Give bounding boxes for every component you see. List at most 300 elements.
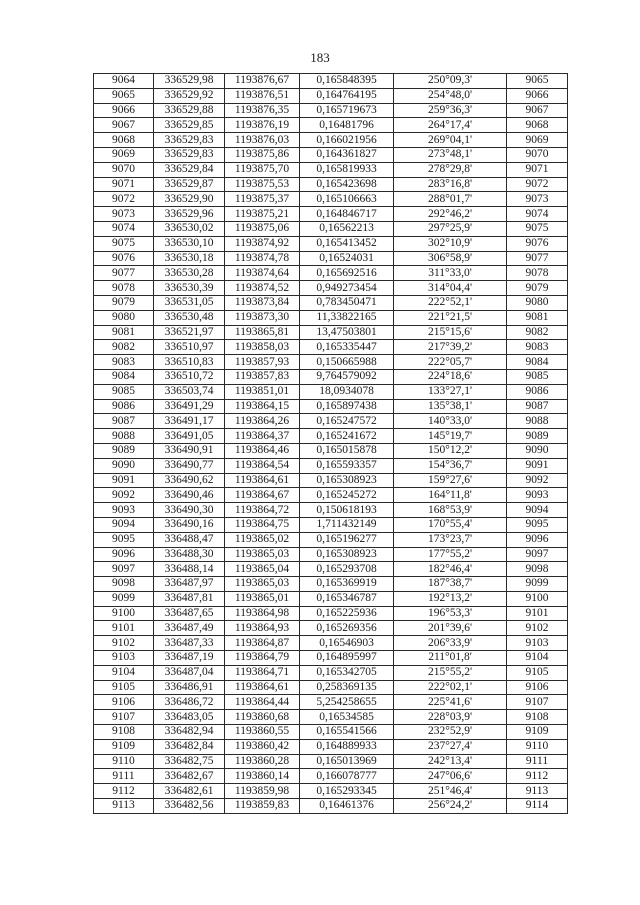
table-row [94,88,568,103]
y-coordinate-cell: 1193865,02 [225,532,300,547]
point-to-cell: 9099 [507,577,568,592]
table-row [94,591,568,606]
y-coordinate-cell: 1193860,55 [225,725,300,740]
distance-cell: 0,165369919 [300,577,394,592]
table-row [94,651,568,666]
bearing-cell: 247°06,6' [394,769,507,784]
page-number: 183 [310,50,330,65]
bearing-cell: 225°41,6' [394,695,507,710]
table-row [94,236,568,251]
point-to-cell: 9108 [507,710,568,725]
point-from-cell: 9078 [94,281,154,296]
point-to-cell: 9094 [507,503,568,518]
distance-cell: 0,165541566 [300,725,394,740]
bearing-cell: 222°02,1' [394,680,507,695]
bearing-cell: 222°52,1' [394,295,507,310]
point-from-cell: 9081 [94,325,154,340]
table-row [94,680,568,695]
point-from-cell: 9096 [94,547,154,562]
table-row [94,695,568,710]
y-coordinate-cell: 1193865,03 [225,547,300,562]
point-to-cell: 9098 [507,562,568,577]
point-to-cell: 9106 [507,680,568,695]
table-row [94,443,568,458]
table-row [94,488,568,503]
x-coordinate-cell: 336482,61 [154,784,225,799]
table-row [94,710,568,725]
distance-cell: 0,150665988 [300,355,394,370]
bearing-cell: 140°33,0' [394,414,507,429]
x-coordinate-cell: 336487,65 [154,606,225,621]
y-coordinate-cell: 1193876,03 [225,133,300,148]
point-from-cell: 9082 [94,340,154,355]
table-row [94,458,568,473]
table-row [94,636,568,651]
table-row [94,177,568,192]
y-coordinate-cell: 1193865,81 [225,325,300,340]
point-to-cell: 9086 [507,384,568,399]
distance-cell: 0,165413452 [300,236,394,251]
bearing-cell: 250°09,3' [394,74,507,89]
y-coordinate-cell: 1193864,26 [225,414,300,429]
x-coordinate-cell: 336490,46 [154,488,225,503]
x-coordinate-cell: 336530,48 [154,310,225,325]
x-coordinate-cell: 336490,16 [154,517,225,532]
bearing-cell: 297°25,9' [394,221,507,236]
distance-cell: 0,783450471 [300,295,394,310]
bearing-cell: 222°05,7' [394,355,507,370]
y-coordinate-cell: 1193874,92 [225,236,300,251]
y-coordinate-cell: 1193874,64 [225,266,300,281]
point-from-cell: 9107 [94,710,154,725]
distance-cell: 0,165346787 [300,591,394,606]
point-to-cell: 9084 [507,355,568,370]
distance-cell: 0,164361827 [300,147,394,162]
point-from-cell: 9108 [94,725,154,740]
y-coordinate-cell: 1193864,79 [225,651,300,666]
table-row [94,147,568,162]
y-coordinate-cell: 1193875,21 [225,207,300,222]
bearing-cell: 168°53,9' [394,503,507,518]
x-coordinate-cell: 336531,05 [154,295,225,310]
table-row [94,562,568,577]
y-coordinate-cell: 1193875,37 [225,192,300,207]
x-coordinate-cell: 336487,19 [154,651,225,666]
bearing-cell: 311°33,0' [394,266,507,281]
point-to-cell: 9102 [507,621,568,636]
y-coordinate-cell: 1193864,87 [225,636,300,651]
bearing-cell: 224°18,6' [394,369,507,384]
x-coordinate-cell: 336529,84 [154,162,225,177]
point-from-cell: 9097 [94,562,154,577]
point-to-cell: 9105 [507,665,568,680]
table-row [94,221,568,236]
distance-cell: 0,165269356 [300,621,394,636]
point-to-cell: 9093 [507,488,568,503]
table-row [94,577,568,592]
point-from-cell: 9080 [94,310,154,325]
y-coordinate-cell: 1193851,01 [225,384,300,399]
y-coordinate-cell: 1193860,28 [225,754,300,769]
point-to-cell: 9075 [507,221,568,236]
distance-cell: 0,165423698 [300,177,394,192]
x-coordinate-cell: 336487,49 [154,621,225,636]
distance-cell: 0,164764195 [300,88,394,103]
y-coordinate-cell: 1193859,83 [225,799,300,814]
point-to-cell: 9107 [507,695,568,710]
point-from-cell: 9104 [94,665,154,680]
point-to-cell: 9081 [507,310,568,325]
point-from-cell: 9106 [94,695,154,710]
bearing-cell: 150°12,2' [394,443,507,458]
y-coordinate-cell: 1193875,53 [225,177,300,192]
x-coordinate-cell: 336482,84 [154,739,225,754]
point-to-cell: 9066 [507,88,568,103]
table-row [94,473,568,488]
table-row [94,325,568,340]
bearing-cell: 278°29,8' [394,162,507,177]
x-coordinate-cell: 336490,62 [154,473,225,488]
x-coordinate-cell: 336487,04 [154,665,225,680]
distance-cell: 13,47503801 [300,325,394,340]
point-from-cell: 9098 [94,577,154,592]
bearing-cell: 211°01,8' [394,651,507,666]
x-coordinate-cell: 336486,91 [154,680,225,695]
table-row [94,754,568,769]
y-coordinate-cell: 1193874,78 [225,251,300,266]
x-coordinate-cell: 336530,39 [154,281,225,296]
distance-cell: 0,166021956 [300,133,394,148]
bearing-cell: 177°55,2' [394,547,507,562]
bearing-cell: 259°36,3' [394,103,507,118]
point-from-cell: 9088 [94,429,154,444]
distance-cell: 0,165308923 [300,547,394,562]
point-to-cell: 9091 [507,458,568,473]
y-coordinate-cell: 1193857,93 [225,355,300,370]
bearing-cell: 215°55,2' [394,665,507,680]
distance-cell: 0,165593357 [300,458,394,473]
x-coordinate-cell: 336490,30 [154,503,225,518]
table-row [94,251,568,266]
point-from-cell: 9071 [94,177,154,192]
bearing-cell: 306°58,9' [394,251,507,266]
distance-cell: 0,150618193 [300,503,394,518]
x-coordinate-cell: 336530,28 [154,266,225,281]
point-from-cell: 9092 [94,488,154,503]
bearing-cell: 242°13,4' [394,754,507,769]
bearing-cell: 288°01,7' [394,192,507,207]
point-to-cell: 9114 [507,799,568,814]
y-coordinate-cell: 1193864,98 [225,606,300,621]
bearing-cell: 292°46,2' [394,207,507,222]
point-from-cell: 9072 [94,192,154,207]
x-coordinate-cell: 336530,18 [154,251,225,266]
x-coordinate-cell: 336529,85 [154,118,225,133]
bearing-cell: 283°16,8' [394,177,507,192]
point-from-cell: 9087 [94,414,154,429]
point-to-cell: 9103 [507,636,568,651]
x-coordinate-cell: 336487,81 [154,591,225,606]
distance-cell: 0,165342705 [300,665,394,680]
x-coordinate-cell: 336488,30 [154,547,225,562]
point-to-cell: 9078 [507,266,568,281]
distance-cell: 0,165819933 [300,162,394,177]
point-to-cell: 9112 [507,769,568,784]
point-to-cell: 9082 [507,325,568,340]
y-coordinate-cell: 1193876,35 [225,103,300,118]
bearing-cell: 264°17,4' [394,118,507,133]
bearing-cell: 302°10,9' [394,236,507,251]
x-coordinate-cell: 336503,74 [154,384,225,399]
table-body [94,74,568,814]
table-row [94,665,568,680]
bearing-cell: 237°27,4' [394,739,507,754]
x-coordinate-cell: 336510,72 [154,369,225,384]
point-from-cell: 9109 [94,739,154,754]
y-coordinate-cell: 1193864,54 [225,458,300,473]
bearing-cell: 273°48,1' [394,147,507,162]
distance-cell: 0,165719673 [300,103,394,118]
x-coordinate-cell: 336482,56 [154,799,225,814]
bearing-cell: 232°52,9' [394,725,507,740]
point-from-cell: 9073 [94,207,154,222]
x-coordinate-cell: 336529,83 [154,147,225,162]
bearing-cell: 314°04,4' [394,281,507,296]
distance-cell: 0,164895997 [300,651,394,666]
y-coordinate-cell: 1193864,67 [225,488,300,503]
point-from-cell: 9077 [94,266,154,281]
y-coordinate-cell: 1193876,51 [225,88,300,103]
point-from-cell: 9075 [94,236,154,251]
table-row [94,369,568,384]
table-row [94,103,568,118]
point-from-cell: 9084 [94,369,154,384]
bearing-cell: 256°24,2' [394,799,507,814]
x-coordinate-cell: 336488,47 [154,532,225,547]
table-row [94,118,568,133]
bearing-cell: 206°33,9' [394,636,507,651]
table-row [94,517,568,532]
distance-cell: 18,0934078 [300,384,394,399]
x-coordinate-cell: 336491,17 [154,414,225,429]
distance-cell: 0,16562213 [300,221,394,236]
y-coordinate-cell: 1193875,70 [225,162,300,177]
point-from-cell: 9066 [94,103,154,118]
bearing-cell: 192°13,2' [394,591,507,606]
point-from-cell: 9102 [94,636,154,651]
distance-cell: 0,16534585 [300,710,394,725]
table-row [94,266,568,281]
distance-cell: 11,33822165 [300,310,394,325]
point-to-cell: 9113 [507,784,568,799]
point-from-cell: 9070 [94,162,154,177]
point-to-cell: 9071 [507,162,568,177]
x-coordinate-cell: 336488,14 [154,562,225,577]
x-coordinate-cell: 336529,88 [154,103,225,118]
x-coordinate-cell: 336486,72 [154,695,225,710]
table-row [94,547,568,562]
y-coordinate-cell: 1193864,93 [225,621,300,636]
y-coordinate-cell: 1193874,52 [225,281,300,296]
table-row [94,429,568,444]
bearing-cell: 170°55,4' [394,517,507,532]
x-coordinate-cell: 336530,02 [154,221,225,236]
y-coordinate-cell: 1193864,44 [225,695,300,710]
table-row [94,295,568,310]
distance-cell: 0,165293708 [300,562,394,577]
y-coordinate-cell: 1193875,06 [225,221,300,236]
table-row [94,162,568,177]
point-to-cell: 9073 [507,192,568,207]
point-from-cell: 9095 [94,532,154,547]
distance-cell: 0,16524031 [300,251,394,266]
point-to-cell: 9080 [507,295,568,310]
point-to-cell: 9087 [507,399,568,414]
bearing-cell: 196°53,3' [394,606,507,621]
point-to-cell: 9072 [507,177,568,192]
x-coordinate-cell: 336510,97 [154,340,225,355]
y-coordinate-cell: 1193876,67 [225,74,300,89]
bearing-cell: 145°19,7' [394,429,507,444]
table-row [94,769,568,784]
y-coordinate-cell: 1193858,03 [225,340,300,355]
table-row [94,739,568,754]
point-from-cell: 9103 [94,651,154,666]
point-from-cell: 9091 [94,473,154,488]
y-coordinate-cell: 1193860,42 [225,739,300,754]
y-coordinate-cell: 1193876,19 [225,118,300,133]
x-coordinate-cell: 336487,97 [154,577,225,592]
distance-cell: 0,165015878 [300,443,394,458]
table-row [94,606,568,621]
point-from-cell: 9065 [94,88,154,103]
x-coordinate-cell: 336529,83 [154,133,225,148]
point-from-cell: 9105 [94,680,154,695]
y-coordinate-cell: 1193864,37 [225,429,300,444]
distance-cell: 0,165247572 [300,414,394,429]
x-coordinate-cell: 336529,90 [154,192,225,207]
bearing-cell: 133°27,1' [394,384,507,399]
point-to-cell: 9088 [507,414,568,429]
x-coordinate-cell: 336490,77 [154,458,225,473]
point-from-cell: 9064 [94,74,154,89]
point-from-cell: 9083 [94,355,154,370]
point-to-cell: 9083 [507,340,568,355]
x-coordinate-cell: 336529,96 [154,207,225,222]
point-to-cell: 9095 [507,517,568,532]
bearing-cell: 182°46,4' [394,562,507,577]
table-row [94,399,568,414]
table-row [94,74,568,89]
bearing-cell: 173°23,7' [394,532,507,547]
table-row [94,281,568,296]
point-to-cell: 9068 [507,118,568,133]
table-row [94,784,568,799]
point-from-cell: 9111 [94,769,154,784]
distance-cell: 0,165241672 [300,429,394,444]
x-coordinate-cell: 336487,33 [154,636,225,651]
point-to-cell: 9096 [507,532,568,547]
distance-cell: 0,165013969 [300,754,394,769]
point-to-cell: 9070 [507,147,568,162]
x-coordinate-cell: 336491,05 [154,429,225,444]
point-from-cell: 9113 [94,799,154,814]
table-row [94,384,568,399]
distance-cell: 0,949273454 [300,281,394,296]
point-from-cell: 9067 [94,118,154,133]
table-row [94,355,568,370]
y-coordinate-cell: 1193865,01 [225,591,300,606]
distance-cell: 0,258369135 [300,680,394,695]
x-coordinate-cell: 336530,10 [154,236,225,251]
y-coordinate-cell: 1193860,14 [225,769,300,784]
bearing-cell: 217°39,2' [394,340,507,355]
y-coordinate-cell: 1193864,75 [225,517,300,532]
distance-cell: 0,165897438 [300,399,394,414]
distance-cell: 0,164846717 [300,207,394,222]
distance-cell: 0,16461376 [300,799,394,814]
x-coordinate-cell: 336529,87 [154,177,225,192]
x-coordinate-cell: 336482,67 [154,769,225,784]
point-from-cell: 9100 [94,606,154,621]
point-to-cell: 9076 [507,236,568,251]
y-coordinate-cell: 1193864,61 [225,680,300,695]
y-coordinate-cell: 1193864,71 [225,665,300,680]
x-coordinate-cell: 336483,05 [154,710,225,725]
y-coordinate-cell: 1193864,61 [225,473,300,488]
distance-cell: 0,16546903 [300,636,394,651]
point-from-cell: 9074 [94,221,154,236]
bearing-cell: 251°46,4' [394,784,507,799]
distance-cell: 0,165196277 [300,532,394,547]
bearing-cell: 228°03,9' [394,710,507,725]
bearing-cell: 215°15,6' [394,325,507,340]
bearing-cell: 154°36,7' [394,458,507,473]
x-coordinate-cell: 336529,98 [154,74,225,89]
bearing-cell: 201°39,6' [394,621,507,636]
point-from-cell: 9076 [94,251,154,266]
bearing-cell: 221°21,5' [394,310,507,325]
point-from-cell: 9093 [94,503,154,518]
distance-cell: 0,166078777 [300,769,394,784]
x-coordinate-cell: 336529,92 [154,88,225,103]
bearing-cell: 269°04,1' [394,133,507,148]
point-to-cell: 9079 [507,281,568,296]
bearing-cell: 254°48,0' [394,88,507,103]
point-from-cell: 9069 [94,147,154,162]
distance-cell: 0,165225936 [300,606,394,621]
y-coordinate-cell: 1193857,83 [225,369,300,384]
y-coordinate-cell: 1193865,03 [225,577,300,592]
point-from-cell: 9090 [94,458,154,473]
distance-cell: 0,165293345 [300,784,394,799]
table-row [94,414,568,429]
bearing-cell: 135°38,1' [394,399,507,414]
table-row [94,133,568,148]
point-to-cell: 9100 [507,591,568,606]
point-from-cell: 9085 [94,384,154,399]
distance-cell: 0,165106663 [300,192,394,207]
point-to-cell: 9092 [507,473,568,488]
distance-cell: 0,165335447 [300,340,394,355]
distance-cell: 0,165848395 [300,74,394,89]
y-coordinate-cell: 1193864,46 [225,443,300,458]
x-coordinate-cell: 336510,83 [154,355,225,370]
point-from-cell: 9094 [94,517,154,532]
point-to-cell: 9090 [507,443,568,458]
point-to-cell: 9101 [507,606,568,621]
distance-cell: 0,165692516 [300,266,394,281]
